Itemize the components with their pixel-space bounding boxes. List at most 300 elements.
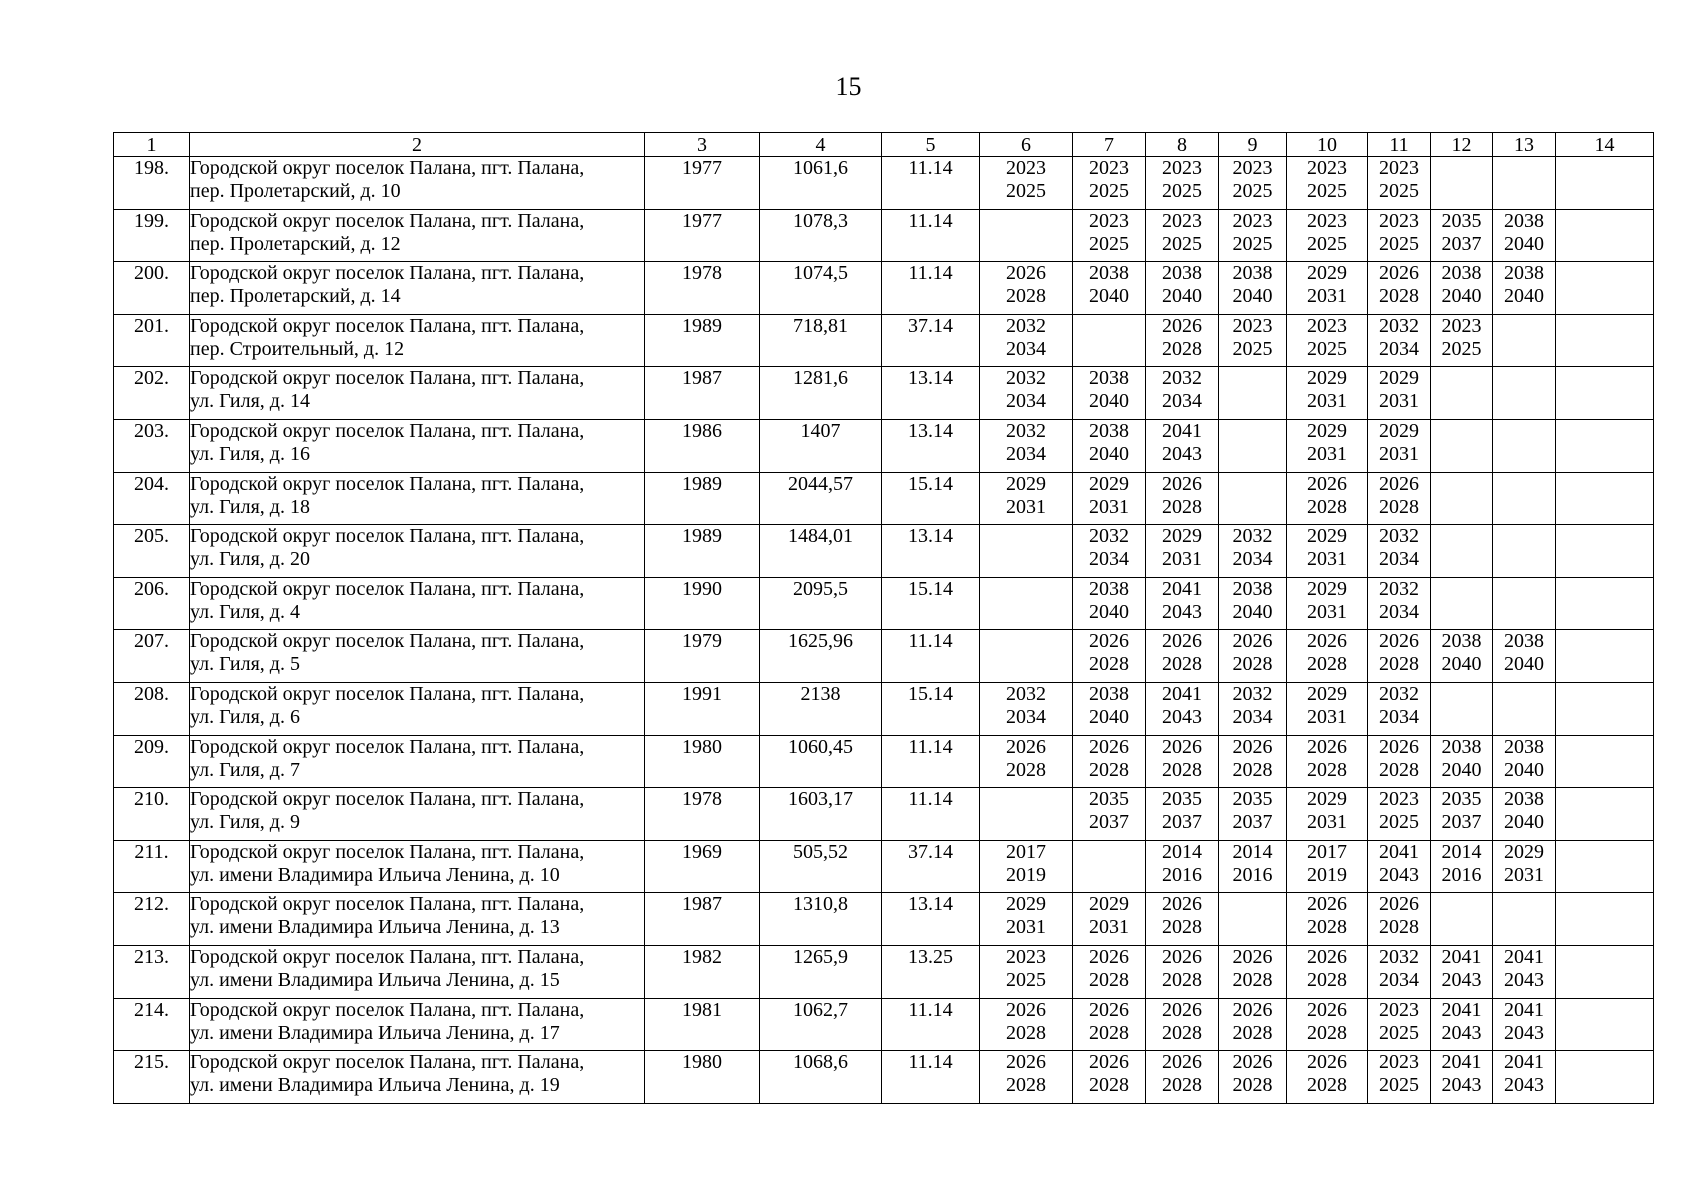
row-number-cell: 205. bbox=[114, 525, 190, 578]
period-start: 2026 bbox=[1006, 1051, 1046, 1074]
period-cell-c14 bbox=[1556, 472, 1654, 525]
period-cell-c10 bbox=[1287, 945, 1368, 998]
period-end: 2025 bbox=[1089, 232, 1129, 255]
period-start: 2041 bbox=[1504, 945, 1544, 968]
period-end: 2040 bbox=[1089, 600, 1129, 623]
column-number-header: 7 bbox=[1073, 133, 1146, 157]
period-cell-c9 bbox=[1219, 367, 1287, 420]
area-cell: 1062,7 bbox=[760, 998, 882, 1051]
address-line: Городской округ поселок Палана, пгт. Палана, bbox=[190, 314, 585, 337]
period-start: 2029 bbox=[1006, 893, 1046, 916]
period-end: 2025 bbox=[1307, 337, 1347, 360]
period-cell-c12 bbox=[1431, 945, 1493, 998]
period-start: 2026 bbox=[1232, 945, 1273, 968]
column-number-header: 8 bbox=[1146, 133, 1219, 157]
period-cell-c6 bbox=[980, 314, 1073, 367]
table-row bbox=[114, 577, 1654, 630]
period-end: 2028 bbox=[1006, 1021, 1046, 1044]
period-end: 2025 bbox=[1232, 337, 1273, 360]
period-end: 2043 bbox=[1379, 863, 1419, 886]
period-end: 2025 bbox=[1379, 232, 1419, 255]
period-start: 2041 bbox=[1441, 1051, 1482, 1074]
address-line: Городской округ поселок Палана, пгт. Палана, bbox=[190, 419, 585, 442]
period-cell-c13 bbox=[1493, 157, 1556, 210]
period-start: 2026 bbox=[1006, 998, 1046, 1021]
period-start: 2029 bbox=[1162, 525, 1202, 548]
period-cell-c9 bbox=[1219, 577, 1287, 630]
address-cell bbox=[190, 209, 645, 262]
period-cell-c10 bbox=[1287, 1051, 1368, 1104]
period-cell-c12 bbox=[1431, 472, 1493, 525]
period-cell-c6 bbox=[980, 630, 1073, 683]
period-cell-c7 bbox=[1073, 788, 1146, 841]
year-built-cell: 1987 bbox=[645, 893, 760, 946]
period-start: 2035 bbox=[1441, 788, 1482, 811]
period-start: 2026 bbox=[1162, 893, 1202, 916]
period-cell-c6 bbox=[980, 945, 1073, 998]
table-row bbox=[114, 893, 1654, 946]
period-cell-c12 bbox=[1431, 262, 1493, 315]
address-line: ул. Гиля, д. 20 bbox=[190, 548, 310, 571]
address-cell bbox=[190, 525, 645, 578]
period-end: 2028 bbox=[1162, 1021, 1202, 1044]
period-start: 2023 bbox=[1379, 788, 1419, 811]
period-cell-c6 bbox=[980, 840, 1073, 893]
address-cell bbox=[190, 367, 645, 420]
period-cell-c12 bbox=[1431, 209, 1493, 262]
period-cell-c11 bbox=[1368, 262, 1431, 315]
period-start: 2032 bbox=[1162, 367, 1202, 390]
address-line: ул. Гиля, д. 9 bbox=[190, 811, 300, 834]
code-cell: 11.14 bbox=[882, 157, 980, 210]
period-start: 2023 bbox=[1089, 209, 1129, 232]
period-end: 2040 bbox=[1504, 811, 1544, 834]
column-number-header: 9 bbox=[1219, 133, 1287, 157]
column-number-header: 13 bbox=[1493, 133, 1556, 157]
period-cell-c11 bbox=[1368, 157, 1431, 210]
period-start: 2032 bbox=[1379, 945, 1419, 968]
period-start: 2023 bbox=[1232, 209, 1273, 232]
row-number-cell: 210. bbox=[114, 788, 190, 841]
period-end: 2028 bbox=[1089, 1021, 1129, 1044]
period-cell-c14 bbox=[1556, 525, 1654, 578]
period-start: 2026 bbox=[1379, 735, 1419, 758]
period-cell-c13 bbox=[1493, 945, 1556, 998]
period-start: 2023 bbox=[1307, 209, 1347, 232]
period-cell-c6 bbox=[980, 682, 1073, 735]
period-cell-c13 bbox=[1493, 893, 1556, 946]
period-cell-c9 bbox=[1219, 1051, 1287, 1104]
period-start: 2026 bbox=[1162, 998, 1202, 1021]
year-built-cell: 1980 bbox=[645, 1051, 760, 1104]
period-start: 2041 bbox=[1504, 1051, 1544, 1074]
period-cell-c9 bbox=[1219, 209, 1287, 262]
period-start: 2041 bbox=[1504, 998, 1544, 1021]
table-row bbox=[114, 998, 1654, 1051]
period-cell-c9 bbox=[1219, 735, 1287, 788]
period-end: 2043 bbox=[1162, 705, 1202, 728]
period-cell-c7 bbox=[1073, 893, 1146, 946]
period-cell-c13 bbox=[1493, 314, 1556, 367]
period-start: 2035 bbox=[1441, 209, 1482, 232]
area-cell: 1068,6 bbox=[760, 1051, 882, 1104]
area-cell: 505,52 bbox=[760, 840, 882, 893]
period-start: 2023 bbox=[1379, 1051, 1419, 1074]
period-cell-c10 bbox=[1287, 157, 1368, 210]
address-line: ул. Гиля, д. 5 bbox=[190, 653, 300, 676]
period-end: 2028 bbox=[1162, 495, 1202, 518]
table-row bbox=[114, 682, 1654, 735]
table-row bbox=[114, 945, 1654, 998]
period-end: 2031 bbox=[1307, 811, 1347, 834]
code-cell: 13.25 bbox=[882, 945, 980, 998]
period-end: 2040 bbox=[1089, 390, 1129, 413]
period-end: 2034 bbox=[1379, 600, 1419, 623]
table-row bbox=[114, 735, 1654, 788]
address-cell bbox=[190, 1051, 645, 1104]
period-end: 2028 bbox=[1232, 1074, 1273, 1097]
row-number-cell: 212. bbox=[114, 893, 190, 946]
address-line: Городской округ поселок Палана, пгт. Палана, bbox=[190, 945, 585, 968]
period-cell-c11 bbox=[1368, 577, 1431, 630]
period-start: 2026 bbox=[1162, 1051, 1202, 1074]
period-cell-c7 bbox=[1073, 367, 1146, 420]
period-end: 2028 bbox=[1232, 968, 1273, 991]
period-start: 2038 bbox=[1089, 682, 1129, 705]
period-cell-c12 bbox=[1431, 682, 1493, 735]
period-start: 2023 bbox=[1006, 157, 1046, 179]
period-cell-c12 bbox=[1431, 735, 1493, 788]
period-cell-c7 bbox=[1073, 998, 1146, 1051]
period-end: 2031 bbox=[1006, 916, 1046, 939]
period-start: 2026 bbox=[1006, 735, 1046, 758]
period-end: 2025 bbox=[1379, 811, 1419, 834]
period-end: 2043 bbox=[1504, 968, 1544, 991]
period-cell-c11 bbox=[1368, 209, 1431, 262]
period-start: 2026 bbox=[1006, 262, 1046, 285]
year-built-cell: 1978 bbox=[645, 262, 760, 315]
period-cell-c14 bbox=[1556, 262, 1654, 315]
code-cell: 13.14 bbox=[882, 893, 980, 946]
page-number: 15 bbox=[835, 72, 862, 101]
period-start: 2029 bbox=[1307, 525, 1347, 548]
period-cell-c12 bbox=[1431, 367, 1493, 420]
period-cell-c9 bbox=[1219, 893, 1287, 946]
area-cell: 2138 bbox=[760, 682, 882, 735]
period-end: 2037 bbox=[1441, 232, 1482, 255]
year-built-cell: 1978 bbox=[645, 788, 760, 841]
period-start: 2038 bbox=[1089, 262, 1129, 285]
period-start: 2038 bbox=[1441, 735, 1482, 758]
period-end: 2028 bbox=[1006, 285, 1046, 308]
address-cell bbox=[190, 840, 645, 893]
period-end: 2034 bbox=[1232, 705, 1273, 728]
period-cell-c10 bbox=[1287, 525, 1368, 578]
period-cell-c13 bbox=[1493, 682, 1556, 735]
period-end: 2043 bbox=[1441, 968, 1482, 991]
period-start: 2038 bbox=[1232, 262, 1273, 285]
code-cell: 37.14 bbox=[882, 840, 980, 893]
period-end: 2034 bbox=[1006, 705, 1046, 728]
period-end: 2040 bbox=[1089, 705, 1129, 728]
period-end: 2040 bbox=[1504, 653, 1544, 676]
year-built-cell: 1991 bbox=[645, 682, 760, 735]
period-start: 2029 bbox=[1307, 577, 1347, 600]
period-start: 2029 bbox=[1307, 788, 1347, 811]
year-built-cell: 1981 bbox=[645, 998, 760, 1051]
period-cell-c13 bbox=[1493, 630, 1556, 683]
period-end: 2025 bbox=[1232, 232, 1273, 255]
period-end: 2040 bbox=[1232, 285, 1273, 308]
address-line: ул. имени Владимира Ильича Ленина, д. 17 bbox=[190, 1021, 560, 1044]
period-end: 2031 bbox=[1307, 442, 1347, 465]
period-end: 2016 bbox=[1232, 863, 1273, 886]
period-end: 2040 bbox=[1504, 232, 1544, 255]
period-cell-c10 bbox=[1287, 367, 1368, 420]
period-start: 2032 bbox=[1379, 525, 1419, 548]
address-line: пер. Пролетарский, д. 14 bbox=[190, 285, 401, 308]
address-cell bbox=[190, 998, 645, 1051]
column-number-header: 11 bbox=[1368, 133, 1431, 157]
period-end: 2025 bbox=[1006, 180, 1046, 202]
address-line: пер. Строительный, д. 12 bbox=[190, 337, 405, 360]
period-start: 2023 bbox=[1162, 209, 1202, 232]
period-end: 2034 bbox=[1006, 337, 1046, 360]
period-cell-c7 bbox=[1073, 472, 1146, 525]
address-line: Городской округ поселок Палана, пгт. Палана, bbox=[190, 998, 585, 1021]
period-end: 2025 bbox=[1307, 232, 1347, 255]
period-cell-c11 bbox=[1368, 367, 1431, 420]
period-start: 2029 bbox=[1379, 367, 1419, 390]
period-cell-c12 bbox=[1431, 840, 1493, 893]
period-start: 2038 bbox=[1441, 262, 1482, 285]
period-start: 2023 bbox=[1232, 314, 1273, 337]
period-start: 2041 bbox=[1441, 945, 1482, 968]
period-start: 2029 bbox=[1089, 472, 1129, 495]
period-cell-c14 bbox=[1556, 998, 1654, 1051]
address-line: ул. имени Владимира Ильича Ленина, д. 19 bbox=[190, 1074, 560, 1097]
period-start: 2029 bbox=[1379, 419, 1419, 442]
area-cell: 1484,01 bbox=[760, 525, 882, 578]
period-cell-c12 bbox=[1431, 419, 1493, 472]
period-end: 2031 bbox=[1006, 495, 1046, 518]
period-cell-c9 bbox=[1219, 945, 1287, 998]
period-end: 2037 bbox=[1441, 811, 1482, 834]
period-cell-c14 bbox=[1556, 419, 1654, 472]
period-cell-c12 bbox=[1431, 157, 1493, 210]
period-cell-c14 bbox=[1556, 945, 1654, 998]
period-cell-c7 bbox=[1073, 157, 1146, 210]
period-start: 2014 bbox=[1162, 840, 1202, 863]
period-end: 2043 bbox=[1441, 1021, 1482, 1044]
period-cell-c8 bbox=[1146, 630, 1219, 683]
period-end: 2031 bbox=[1089, 495, 1129, 518]
address-line: ул. Гиля, д. 18 bbox=[190, 495, 310, 518]
period-cell-c9 bbox=[1219, 472, 1287, 525]
period-start: 2032 bbox=[1232, 525, 1273, 548]
period-cell-c8 bbox=[1146, 419, 1219, 472]
code-cell: 11.14 bbox=[882, 1051, 980, 1104]
code-cell: 11.14 bbox=[882, 262, 980, 315]
period-cell-c13 bbox=[1493, 525, 1556, 578]
address-line: пер. Пролетарский, д. 10 bbox=[190, 180, 401, 202]
column-number-header: 10 bbox=[1287, 133, 1368, 157]
period-end: 2040 bbox=[1441, 758, 1482, 781]
period-cell-c6 bbox=[980, 893, 1073, 946]
period-start: 2026 bbox=[1379, 262, 1419, 285]
row-number-cell: 201. bbox=[114, 314, 190, 367]
period-end: 2031 bbox=[1307, 548, 1347, 571]
year-built-cell: 1990 bbox=[645, 577, 760, 630]
period-start: 2041 bbox=[1441, 998, 1482, 1021]
column-number-row bbox=[114, 133, 1654, 157]
column-number-header: 6 bbox=[980, 133, 1073, 157]
period-cell-c6 bbox=[980, 262, 1073, 315]
period-cell-c10 bbox=[1287, 682, 1368, 735]
address-cell bbox=[190, 419, 645, 472]
period-cell-c10 bbox=[1287, 472, 1368, 525]
period-cell-c8 bbox=[1146, 367, 1219, 420]
period-cell-c10 bbox=[1287, 840, 1368, 893]
period-end: 2028 bbox=[1307, 653, 1347, 676]
address-cell bbox=[190, 314, 645, 367]
period-start: 2026 bbox=[1089, 998, 1129, 1021]
period-end: 2031 bbox=[1307, 600, 1347, 623]
period-end: 2043 bbox=[1162, 442, 1202, 465]
period-start: 2026 bbox=[1089, 630, 1129, 653]
period-cell-c9 bbox=[1219, 525, 1287, 578]
table-body bbox=[114, 157, 1654, 1104]
period-start: 2041 bbox=[1162, 419, 1202, 442]
address-line: Городской округ поселок Палана, пгт. Палана, bbox=[190, 525, 585, 548]
period-start: 2026 bbox=[1307, 472, 1347, 495]
period-end: 2028 bbox=[1379, 285, 1419, 308]
period-end: 2031 bbox=[1089, 916, 1129, 939]
code-cell: 15.14 bbox=[882, 682, 980, 735]
period-cell-c12 bbox=[1431, 788, 1493, 841]
period-start: 2032 bbox=[1379, 577, 1419, 600]
period-end: 2034 bbox=[1006, 442, 1046, 465]
period-cell-c14 bbox=[1556, 840, 1654, 893]
column-number-header: 5 bbox=[882, 133, 980, 157]
period-start: 2023 bbox=[1441, 314, 1482, 337]
row-number-cell: 214. bbox=[114, 998, 190, 1051]
period-cell-c8 bbox=[1146, 525, 1219, 578]
period-end: 2028 bbox=[1089, 758, 1129, 781]
period-end: 2040 bbox=[1089, 285, 1129, 308]
address-cell bbox=[190, 788, 645, 841]
period-end: 2028 bbox=[1307, 916, 1347, 939]
code-cell: 11.14 bbox=[882, 735, 980, 788]
row-number-cell: 207. bbox=[114, 630, 190, 683]
code-cell: 13.14 bbox=[882, 367, 980, 420]
period-end: 2028 bbox=[1232, 1021, 1273, 1044]
period-cell-c11 bbox=[1368, 682, 1431, 735]
period-start: 2026 bbox=[1162, 314, 1202, 337]
address-line: Городской округ поселок Палана, пгт. Палана, bbox=[190, 893, 585, 916]
period-end: 2019 bbox=[1006, 863, 1046, 886]
table-row bbox=[114, 840, 1654, 893]
period-start: 2029 bbox=[1307, 682, 1347, 705]
year-built-cell: 1986 bbox=[645, 419, 760, 472]
period-start: 2038 bbox=[1504, 735, 1544, 758]
period-end: 2016 bbox=[1441, 863, 1482, 886]
period-end: 2028 bbox=[1162, 337, 1202, 360]
table-row bbox=[114, 788, 1654, 841]
period-start: 2026 bbox=[1232, 998, 1273, 1021]
period-start: 2032 bbox=[1006, 419, 1046, 442]
period-end: 2028 bbox=[1162, 653, 1202, 676]
period-cell-c11 bbox=[1368, 735, 1431, 788]
period-end: 2028 bbox=[1379, 495, 1419, 518]
period-cell-c10 bbox=[1287, 735, 1368, 788]
area-cell: 718,81 bbox=[760, 314, 882, 367]
period-cell-c14 bbox=[1556, 157, 1654, 210]
row-number-cell: 202. bbox=[114, 367, 190, 420]
period-cell-c14 bbox=[1556, 1051, 1654, 1104]
period-end: 2034 bbox=[1089, 548, 1129, 571]
period-cell-c12 bbox=[1431, 630, 1493, 683]
code-cell: 13.14 bbox=[882, 419, 980, 472]
period-cell-c8 bbox=[1146, 577, 1219, 630]
period-end: 2031 bbox=[1504, 863, 1544, 886]
year-built-cell: 1989 bbox=[645, 472, 760, 525]
period-end: 2025 bbox=[1379, 1021, 1419, 1044]
period-cell-c6 bbox=[980, 472, 1073, 525]
period-end: 2025 bbox=[1379, 1074, 1419, 1097]
row-number-cell: 204. bbox=[114, 472, 190, 525]
period-end: 2028 bbox=[1162, 1074, 1202, 1097]
address-cell bbox=[190, 630, 645, 683]
period-end: 2028 bbox=[1307, 1021, 1347, 1044]
period-start: 2026 bbox=[1307, 735, 1347, 758]
period-cell-c6 bbox=[980, 577, 1073, 630]
period-cell-c9 bbox=[1219, 262, 1287, 315]
code-cell: 15.14 bbox=[882, 472, 980, 525]
period-start: 2029 bbox=[1307, 367, 1347, 390]
address-line: Городской округ поселок Палана, пгт. Палана, bbox=[190, 840, 585, 863]
period-cell-c8 bbox=[1146, 682, 1219, 735]
period-start: 2026 bbox=[1307, 630, 1347, 653]
period-start: 2026 bbox=[1162, 472, 1202, 495]
period-start: 2038 bbox=[1232, 577, 1273, 600]
area-cell: 1061,6 bbox=[760, 157, 882, 210]
table-row bbox=[114, 419, 1654, 472]
period-end: 2031 bbox=[1307, 390, 1347, 413]
period-start: 2038 bbox=[1504, 630, 1544, 653]
address-line: Городской округ поселок Палана, пгт. Палана, bbox=[190, 682, 585, 705]
period-cell-c9 bbox=[1219, 630, 1287, 683]
code-cell: 11.14 bbox=[882, 788, 980, 841]
period-end: 2028 bbox=[1162, 968, 1202, 991]
period-end: 2028 bbox=[1232, 653, 1273, 676]
period-end: 2034 bbox=[1379, 548, 1419, 571]
area-cell: 1625,96 bbox=[760, 630, 882, 683]
address-line: ул. Гиля, д. 7 bbox=[190, 758, 300, 781]
year-built-cell: 1989 bbox=[645, 525, 760, 578]
year-built-cell: 1987 bbox=[645, 367, 760, 420]
period-end: 2025 bbox=[1162, 232, 1202, 255]
code-cell: 13.14 bbox=[882, 525, 980, 578]
period-end: 2028 bbox=[1379, 916, 1419, 939]
period-end: 2037 bbox=[1162, 811, 1202, 834]
period-start: 2029 bbox=[1504, 840, 1544, 863]
period-start: 2026 bbox=[1089, 945, 1129, 968]
period-end: 2019 bbox=[1307, 863, 1347, 886]
period-end: 2031 bbox=[1379, 390, 1419, 413]
period-cell-c8 bbox=[1146, 893, 1219, 946]
period-end: 2043 bbox=[1504, 1021, 1544, 1044]
